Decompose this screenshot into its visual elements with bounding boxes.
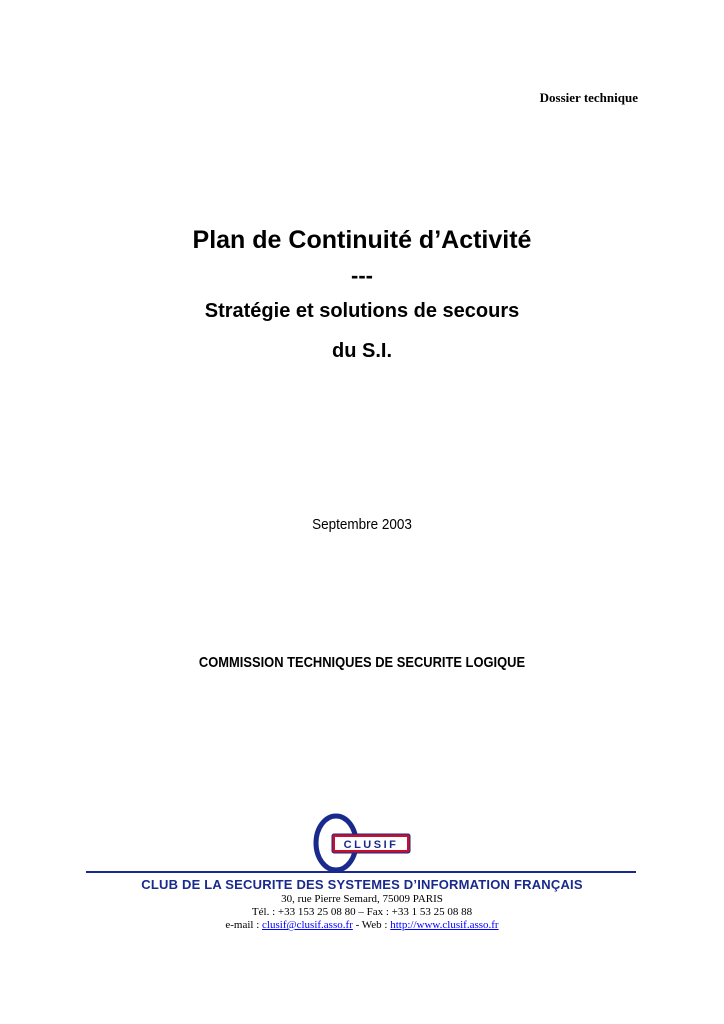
- club-phone-fax: Tél. : +33 153 25 08 80 – Fax : +33 1 53 25 08 88: [251, 906, 473, 918]
- document-type-label: Dossier technique: [539, 90, 638, 105]
- document-subtitle-line1: Stratégie et solutions de secours: [204, 300, 520, 322]
- website-link[interactable]: http://www.clusif.asso.fr: [390, 919, 499, 931]
- email-link[interactable]: clusif@clusif.asso.fr: [262, 919, 353, 931]
- document-subtitle-line2: du S.I.: [332, 340, 392, 362]
- email-label: e-mail :: [225, 919, 263, 931]
- document-title: Plan de Continuité d’Activité: [192, 226, 532, 254]
- clusif-logo: [312, 812, 416, 874]
- title-separator: ---: [351, 263, 373, 288]
- club-contact: [0, 919, 724, 931]
- logo-text: CLUSIF: [343, 839, 399, 851]
- web-label: - Web :: [352, 919, 391, 931]
- footer-divider: [86, 871, 636, 873]
- publication-date: Septembre 2003: [312, 516, 412, 533]
- club-address: 30, rue Pierre Semard, 75009 PARIS: [281, 893, 443, 905]
- club-name: CLUB DE LA SECURITE DES SYSTEMES D’INFORMATION FRANÇAIS: [141, 877, 583, 892]
- commission-name: COMMISSION TECHNIQUES DE SECURITE LOGIQUE: [198, 654, 526, 671]
